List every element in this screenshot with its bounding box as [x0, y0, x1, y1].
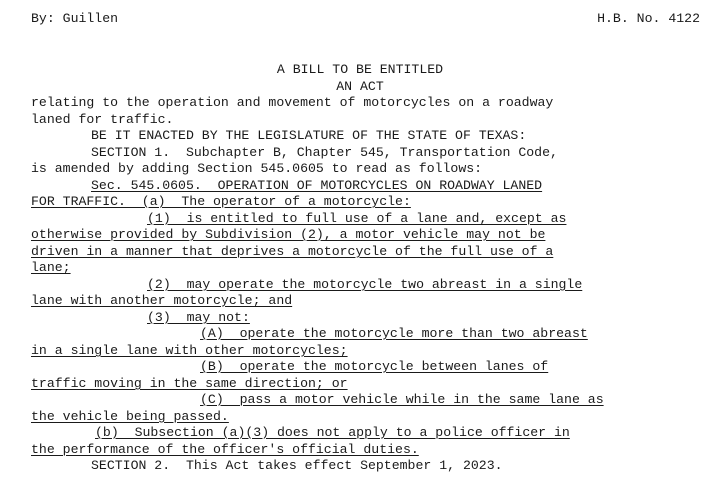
- subdivision-2: (2) may operate the motorcycle two abreast in a single: [147, 277, 583, 292]
- caption-line: relating to the operation and movement of motorcycles on a roadway: [31, 95, 554, 110]
- subdivision-1: (1) is entitled to full use of a lane and, except as: [147, 211, 567, 226]
- subsection-b: the performance of the officer's official duties.: [31, 442, 419, 457]
- subdivision-1: driven in a manner that deprives a motorcycle of the full use of a: [31, 244, 554, 259]
- section-2: SECTION 2. This Act takes effect September 1, 2023.: [91, 458, 503, 473]
- enacting-clause: BE IT ENACTED BY THE LEGISLATURE OF THE STATE OF TEXAS:: [91, 128, 527, 143]
- paragraph-a: in a single lane with other motorcycles;: [31, 343, 348, 358]
- section-1-intro: SECTION 1. Subchapter B, Chapter 545, Transportation Code,: [91, 145, 558, 160]
- new-section-heading: FOR TRAFFIC. (a) The operator of a motorcycle:: [31, 194, 411, 209]
- section-1-intro: is amended by adding Section 545.0605 to read as follows:: [31, 161, 483, 176]
- bill-number: H.B. No. 4122: [597, 11, 700, 26]
- new-section-heading: Sec. 545.0605. OPERATION OF MOTORCYCLES ON ROADWAY LANED: [91, 178, 543, 193]
- subdivision-1: otherwise provided by Subdivision (2), a motor vehicle may not be: [31, 227, 546, 242]
- paragraph-a: (A) operate the motorcycle more than two abreast: [200, 326, 588, 341]
- caption-line: laned for traffic.: [31, 112, 174, 127]
- bill-title: A BILL TO BE ENTITLED: [276, 62, 444, 77]
- subdivision-2: lane with another motorcycle; and: [31, 293, 293, 308]
- paragraph-c: the vehicle being passed.: [31, 409, 229, 424]
- paragraph-c: (C) pass a motor vehicle while in the same lane as: [200, 392, 604, 407]
- subsection-b: (b) Subsection (a)(3) does not apply to a police officer in: [95, 425, 570, 440]
- bill-author: By: Guillen: [31, 11, 119, 26]
- subdivision-3: (3) may not:: [147, 310, 250, 325]
- paragraph-b: (B) operate the motorcycle between lanes of: [200, 359, 549, 374]
- act-label: AN ACT: [336, 79, 384, 94]
- paragraph-b: traffic moving in the same direction; or: [31, 376, 348, 391]
- subdivision-1: lane;: [31, 260, 71, 275]
